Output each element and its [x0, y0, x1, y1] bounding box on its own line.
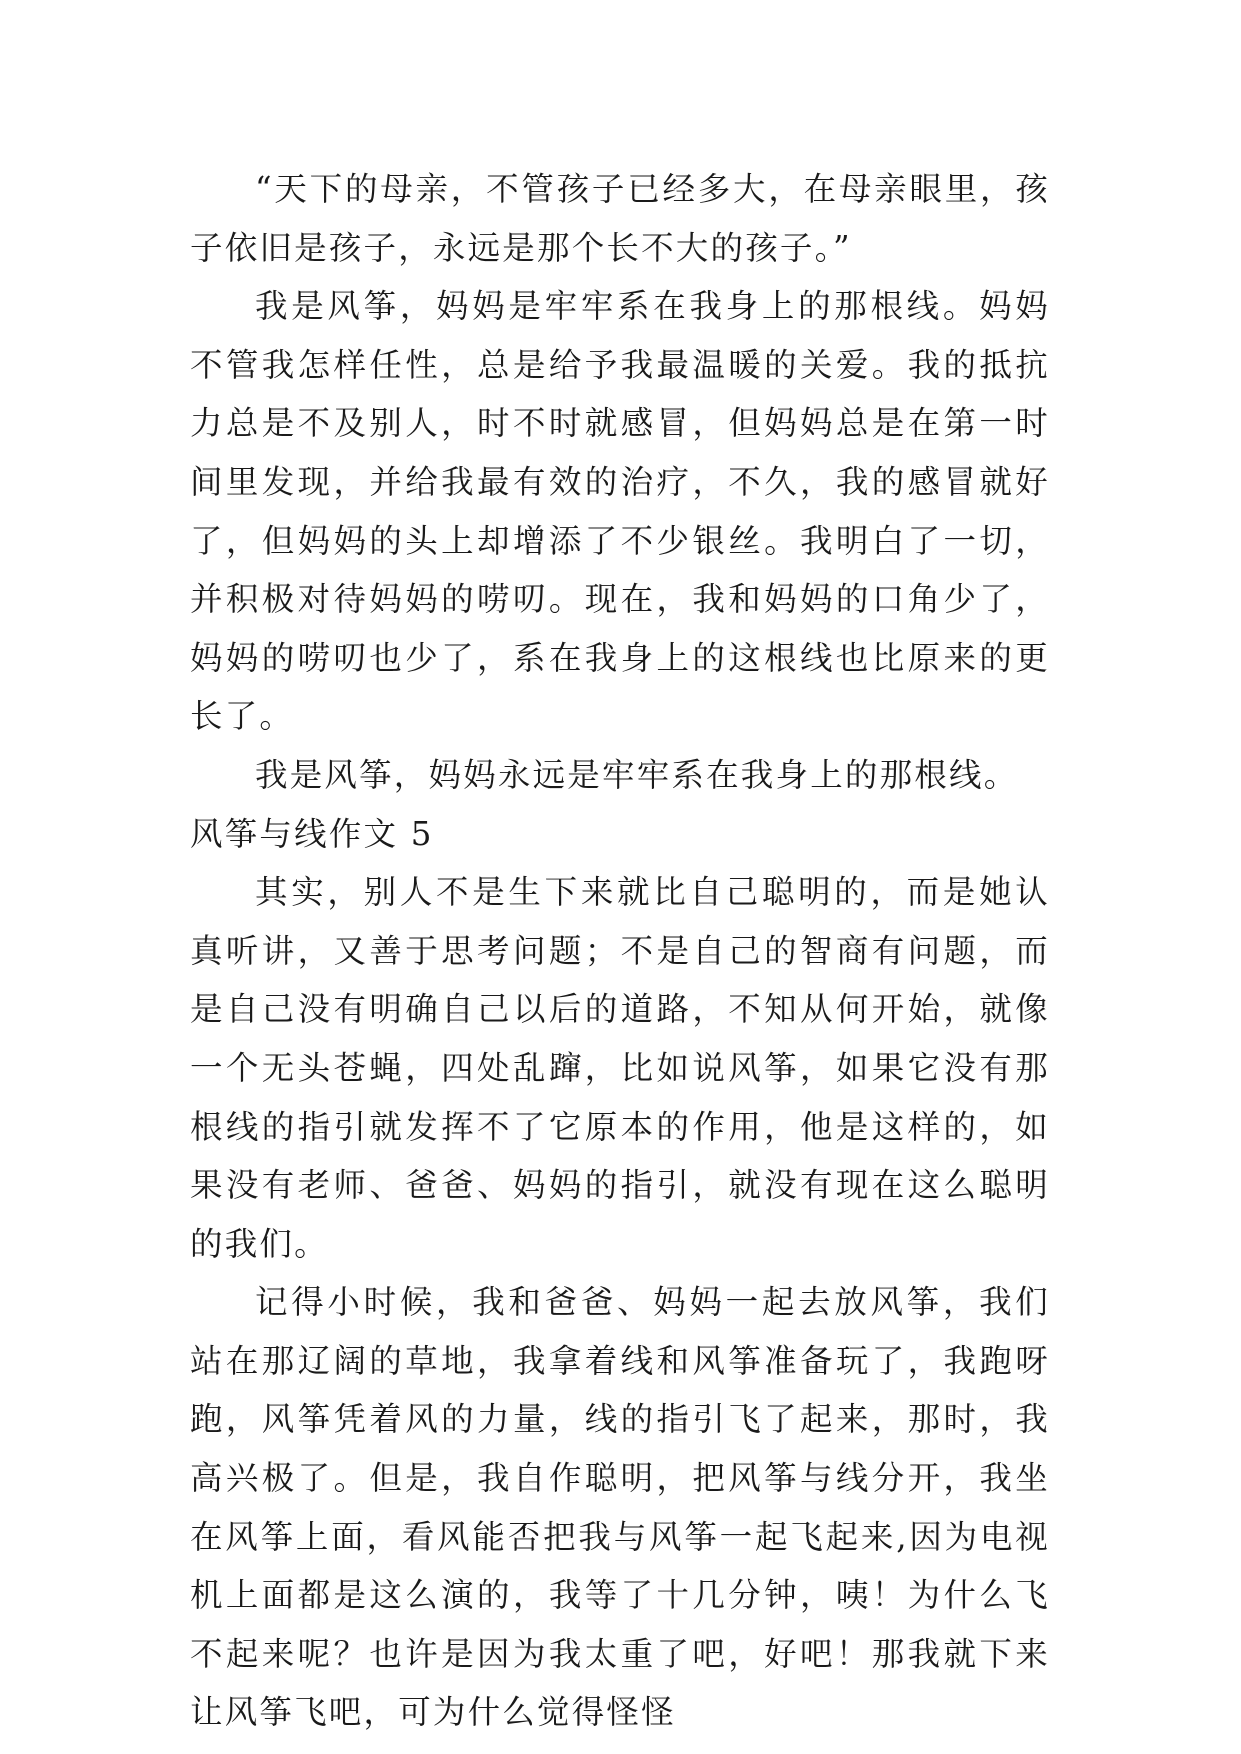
- paragraph-kite-conclusion: 我是风筝，妈妈永远是牢牢系在我身上的那根线。: [255, 755, 1019, 794]
- paragraph-others-smarter: 其实，别人不是生下来就比自己聪明的，而是她认真听讲，又善于思考问题；不是自己的智商有问题，而是自己没有明确自己以后的道路，不知从何开始，就像一个无头苍蝇，四处乱蹿，比如说风筝，如果它没有那根线的指引就发挥不了它原本的作用，他是这样的，如果没有老师、爸爸、妈妈的指引，就没有现在这么聪明的我们。: [190, 873, 1050, 1263]
- paragraph-childhood-memory: 记得小时候，我和爸爸、妈妈一起去放风筝，我们站在那辽阔的草地，我拿着线和风筝准备玩了，我跑呀跑，风筝凭着风的力量，线的指引飞了起来，那时，我高兴极了。但是，我自作聪明，把风筝与线分开，我坐在风筝上面，看风能否把我与风筝一起飞起来,因为电视机上面都是这么演的，我等了十几分钟，咦！为什么飞不起来呢？也许是因为我太重了吧，好吧！那我就下来让风筝飞吧，可为什么觉得怪怪: [190, 1283, 1050, 1732]
- section-title: 风筝与线作文 5: [190, 814, 434, 853]
- paragraph-kite-mother: 我是风筝，妈妈是牢牢系在我身上的那根线。妈妈不管我怎样任性，总是给予我最温暖的关爱。我的抵抗力总是不及别人，时不时就感冒，但妈妈总是在第一时间里发现，并给我最有效的治疗，不久，我的感冒就好了，但妈妈的头上却增添了不少银丝。我明白了一切，并积极对待妈妈的唠叨。现在，我和妈妈的口角少了，妈妈的唠叨也少了，系在我身上的这根线也比原来的更长了。: [190, 287, 1050, 736]
- paragraph-quote: “天下的母亲，不管孩子已经多大，在母亲眼里，孩子依旧是孩子，永远是那个长不大的孩子。”: [190, 170, 1050, 267]
- document-body: [190, 160, 1050, 1742]
